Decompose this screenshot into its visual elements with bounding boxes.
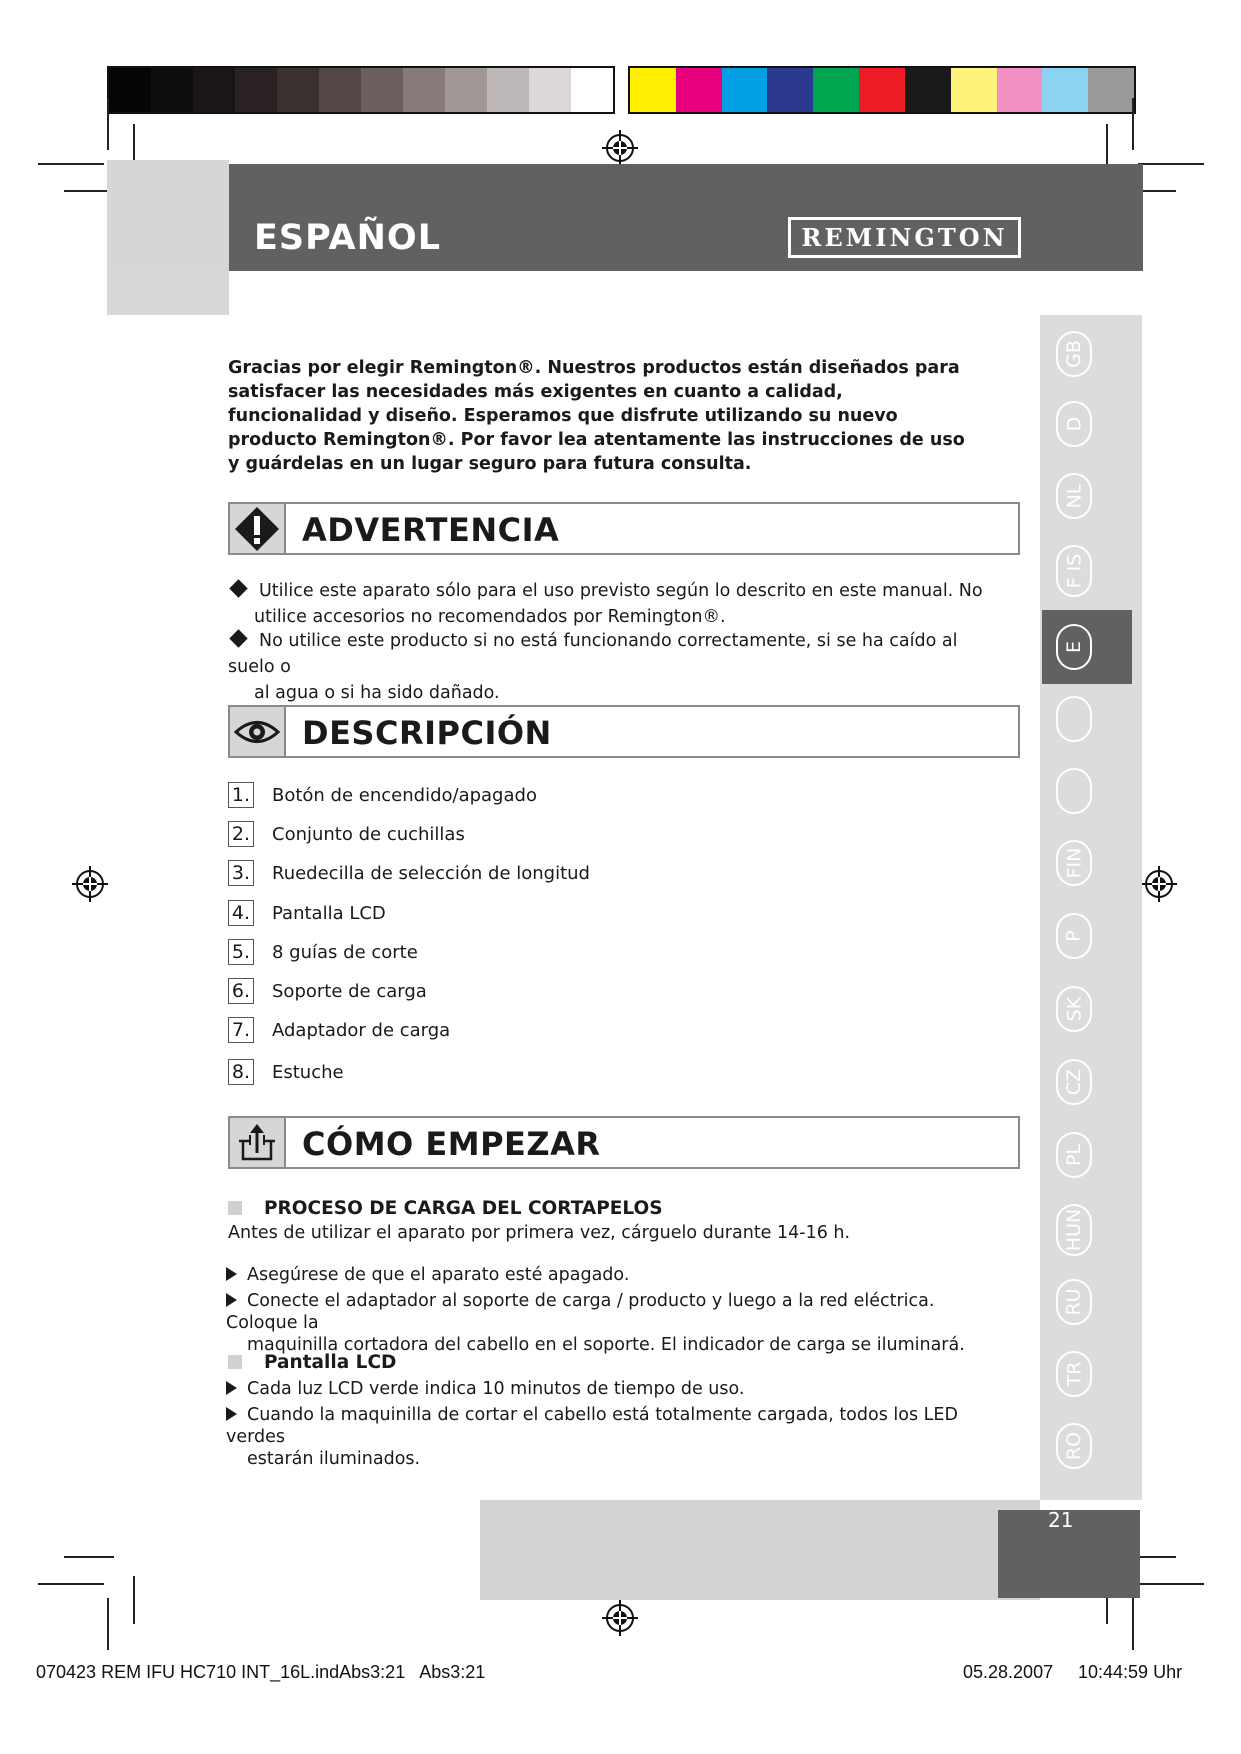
crop-mark: [64, 1556, 114, 1558]
list-item: 4. Pantalla LCD: [228, 898, 386, 928]
warning-section-header: [228, 502, 1020, 555]
triangle-bullet-icon: [226, 1293, 237, 1307]
lang-tab-nl[interactable]: NL: [1056, 473, 1092, 519]
slug-time: 10:44:59 Uhr: [1078, 1662, 1183, 1682]
square-bullet-icon: [228, 1355, 242, 1369]
color-swatch: [1042, 68, 1088, 112]
crop-mark: [133, 1576, 135, 1624]
color-swatch: [630, 68, 676, 112]
lang-tab-tr[interactable]: TR: [1056, 1351, 1092, 1397]
color-swatch: [905, 68, 951, 112]
color-swatch: [445, 68, 487, 112]
file-slug: 070423 REM IFU HC710 INT_16L.indAbs3:21 Abs3:21: [36, 1662, 486, 1682]
color-swatch: [487, 68, 529, 112]
color-swatch: [529, 68, 571, 112]
bullet-item: Asegúrese de que el aparato esté apagado.: [226, 1264, 1006, 1286]
lang-tab-d[interactable]: D: [1056, 401, 1092, 447]
color-swatch: [813, 68, 859, 112]
triangle-bullet-icon: [226, 1407, 237, 1421]
description-section-header: [228, 705, 1020, 758]
registration-mark-icon: [602, 1600, 638, 1636]
color-swatch: [109, 68, 151, 112]
list-item: 3. Ruedecilla de selección de longitud: [228, 858, 590, 888]
list-item: 8. Estuche: [228, 1057, 344, 1087]
color-swatch: [722, 68, 768, 112]
crop-mark: [107, 1598, 109, 1650]
registration-mark-icon: [602, 130, 638, 166]
lang-tab-e[interactable]: E: [1056, 624, 1092, 670]
triangle-bullet-icon: [226, 1267, 237, 1281]
eye-icon: [230, 707, 286, 756]
color-swatch: [193, 68, 235, 112]
page-frame-bottom: [480, 1500, 1040, 1600]
getting-started-section-header: [228, 1116, 1020, 1169]
lcd-heading: Pantalla LCD: [228, 1352, 396, 1373]
color-swatch: [1088, 68, 1134, 112]
color-swatch: [277, 68, 319, 112]
warning-title: ADVERTENCIA: [302, 511, 560, 549]
lang-tab-f[interactable]: F IS: [1056, 545, 1092, 597]
color-swatch: [951, 68, 997, 112]
color-swatch: [767, 68, 813, 112]
registration-mark-icon: [1141, 866, 1177, 902]
color-swatch: [361, 68, 403, 112]
bullet-item: Cuando la maquinilla de cortar el cabello está totalmente cargada, todos los LED verdes estarán iluminados.: [226, 1405, 958, 1469]
lang-tab-blank[interactable]: [1056, 768, 1092, 814]
remington-logo: REMINGTON: [788, 217, 1021, 258]
crop-mark: [107, 98, 109, 150]
lang-tab-blank[interactable]: [1056, 696, 1092, 742]
list-item: 1. Botón de encendido/apagado: [228, 780, 537, 810]
lang-tab-hun[interactable]: HUN: [1056, 1204, 1092, 1256]
registration-mark-icon: [72, 866, 108, 902]
square-bullet-icon: [228, 1201, 242, 1215]
lang-tab-ro[interactable]: RO: [1056, 1423, 1092, 1469]
lang-tab-ru[interactable]: RU: [1056, 1279, 1092, 1325]
crop-mark: [1138, 163, 1204, 165]
lang-tab-p[interactable]: P: [1056, 913, 1092, 959]
list-item: 6. Soporte de carga: [228, 976, 427, 1006]
bullet-item: Conecte el adaptador al soporte de carga / producto y luego a la red eléctrica. Coloque la maquinilla cortadora del cabello en el soporte. El indicador de carga se iluminará.: [226, 1291, 965, 1355]
list-item: 5. 8 guías de corte: [228, 937, 418, 967]
description-title: DESCRIPCIÓN: [302, 714, 552, 752]
crop-mark: [1138, 1583, 1204, 1585]
lang-tab-sk[interactable]: SK: [1056, 986, 1092, 1032]
lang-tab-fin[interactable]: FIN: [1056, 840, 1092, 886]
diamond-bullet-icon: [229, 579, 247, 597]
color-scale-bar: [628, 66, 1136, 114]
slug-date: 05.28.2007: [963, 1662, 1054, 1682]
list-item: 7. Adaptador de carga: [228, 1015, 450, 1045]
charging-text: Antes de utilizar el aparato por primera vez, cárguelo durante 14-16 h.: [228, 1223, 851, 1243]
crop-mark: [1132, 98, 1134, 150]
color-swatch: [571, 68, 613, 112]
crop-mark: [1132, 1598, 1134, 1650]
charging-heading: PROCESO DE CARGA DEL CORTAPELOS: [228, 1198, 663, 1219]
list-item: 2. Conjunto de cuchillas: [228, 819, 465, 849]
warning-item: No utilice este producto si no está funcionando correctamente, si se ha caído al suelo o al agua o si ha sido dañado.: [228, 631, 958, 703]
lang-tab-cz[interactable]: CZ: [1056, 1059, 1092, 1105]
bullet-item: Cada luz LCD verde indica 10 minutos de tiempo de uso.: [226, 1378, 1006, 1400]
triangle-bullet-icon: [226, 1381, 237, 1395]
intro-paragraph: Gracias por elegir Remington®. Nuestros productos están diseñados para satisfacer las necesidades más exigentes en cuanto a calidad, funcionalidad y diseño. Esperamos que disfrute utilizando su nuevo producto Remington®. Por favor lea atentamente las instrucciones de uso y guárdelas en un lugar seguro para futura consulta.: [228, 358, 965, 474]
lang-tab-pl[interactable]: PL: [1056, 1132, 1092, 1178]
getting-started-title: CÓMO EMPEZAR: [302, 1125, 601, 1163]
diamond-bullet-icon: [229, 629, 247, 647]
warning-item: Utilice este aparato sólo para el uso previsto según lo descrito en este manual. No utilice accesorios no recomendados por Remington®.: [228, 578, 988, 630]
unboxing-icon: [230, 1118, 286, 1167]
warning-icon: [230, 504, 286, 553]
lang-tab-gb[interactable]: GB: [1056, 331, 1092, 377]
color-swatch: [235, 68, 277, 112]
color-swatch: [859, 68, 905, 112]
color-swatch: [403, 68, 445, 112]
crop-mark: [38, 163, 104, 165]
page-number: 21: [1048, 1508, 1074, 1532]
color-swatch: [151, 68, 193, 112]
crop-mark: [38, 1583, 104, 1585]
page-title: ESPAÑOL: [254, 218, 441, 258]
color-swatch: [676, 68, 722, 112]
page-frame-left: [107, 270, 227, 315]
color-swatch: [997, 68, 1043, 112]
gray-scale-bar: [107, 66, 615, 114]
color-swatch: [319, 68, 361, 112]
